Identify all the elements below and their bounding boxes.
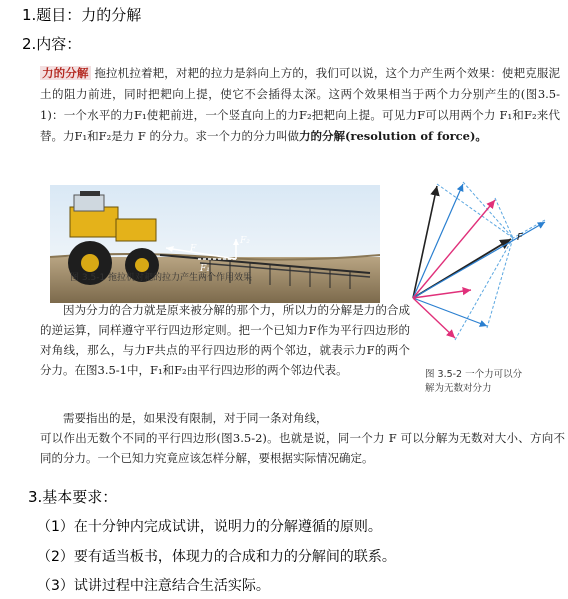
term-force-decomposition: 力的分解: [42, 66, 89, 80]
force-label-f2: F₂: [240, 236, 250, 246]
paragraph-3-rest: 可以作出无数个不同的平行四边形(图3.5-2)。也就是说，同一个力 F 可以分解为无数对大小、方向不同的分力。一个已知力究竟应该怎样分解，要根据实际情况确定。: [40, 431, 565, 465]
diagram-caption: 图 3.5-2 一个力可以分解为无数对分力: [425, 369, 523, 394]
tractor-photo: [50, 185, 380, 303]
force-diagram: [395, 180, 560, 365]
diagram-force-label: F: [517, 232, 523, 243]
requirement-3: （3）试讲过程中注意结合生活实际。: [37, 578, 270, 594]
term-force-decomposition-2: 力的分解: [298, 129, 345, 143]
section-2-title: 2.内容：: [22, 35, 82, 53]
paragraph-1-end: (resolution of force)。: [344, 129, 487, 143]
paragraph-1-text: 拖拉机拉着耙，对耙的拉力是斜向上方的，我们可以说，这个力产生两个效果：使耙克服泥土的阻力前进，同时把耙向上提，使它不会插得太深。这两个效果相当于两个力分别产生的(图3.5-1)：一个水平的力F₁使耙前进，一个竖直向上的力F₂把耙向上提。可见力F可以用两个力 F₁和F₂来代替。力F₁和F₂是力 F 的分力。求一个力的分力叫做: [40, 66, 561, 143]
force-label-f1: F₁: [200, 264, 210, 274]
tractor-illustration: [50, 185, 380, 303]
paragraph-1: [40, 63, 560, 147]
section-1-title: 1.题目：力的分解: [22, 6, 142, 24]
parallelogram-diagram: [395, 180, 560, 365]
paragraph-3-start: 需要指出的是，如果没有限制，对于同一条对角线，: [63, 411, 328, 425]
paragraph-2: 因为分力的合力就是原来被分解的那个力，所以力的分解是力的合成的逆运算，同样遵守平行四边形定则。把一个已知力F作为平行四边形的对角线，那么，与力F共点的平行四边形的两个邻边，就表示力F的两个分力。在图3.5-1中，F₁和F₂由平行四边形的两个邻边代表。: [40, 303, 410, 377]
force-label-f: F: [190, 244, 197, 254]
section-3-title: 3.基本要求：: [28, 488, 118, 506]
requirement-2: （2）要有适当板书，体现力的合成和力的分解间的联系。: [37, 549, 396, 565]
photo-caption: 图 3.5-1 拖拉机对耙的拉力产生两个作用效果: [70, 273, 253, 283]
requirement-1: （1）在十分钟内完成试讲，说明力的分解遵循的原则。: [37, 519, 382, 535]
